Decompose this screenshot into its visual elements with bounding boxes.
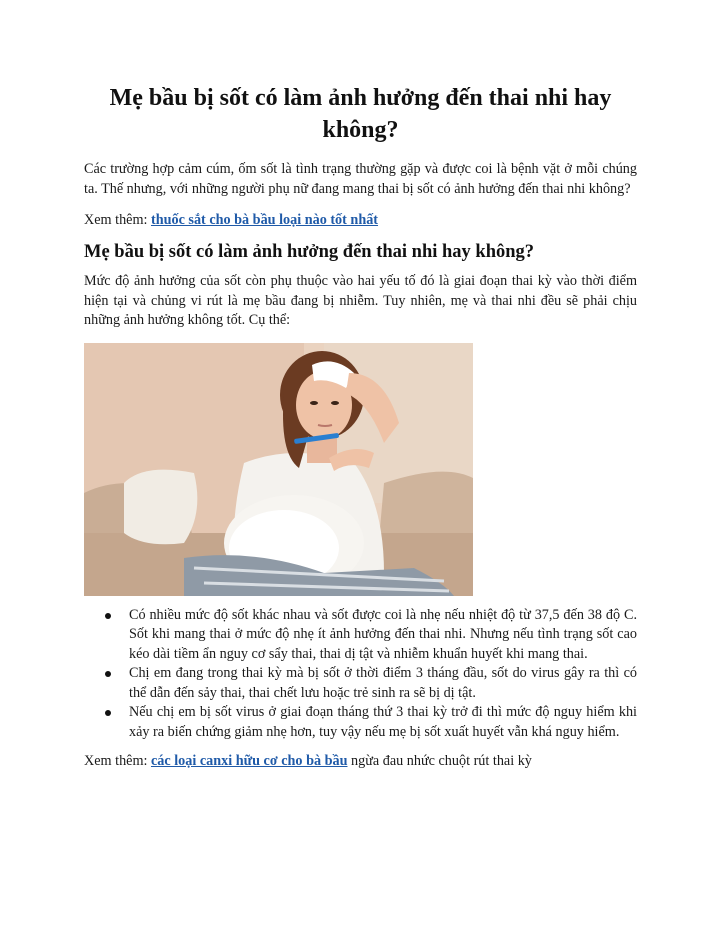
list-item-text: Có nhiều mức độ sốt khác nhau và sốt được coi là nhẹ nếu nhiệt độ từ 37,5 đến 38 độ C. Sốt khi mang thai ở mức độ nhẹ ít ảnh hưởng đến thai nhi. Nhưng nếu tình trạng sốt cao kéo dài tiềm ẩn nguy cơ sẩy thai, thai dị tật và nhiễm khuẩn huyết khi mang thai. xyxy=(129,606,637,662)
calcium-supplement-link[interactable]: các loại canxi hữu cơ cho bà bầu xyxy=(150,753,348,769)
see-more-line-1 xyxy=(84,211,637,230)
bullet-icon xyxy=(105,710,111,716)
section-heading: Mẹ bầu bị sốt có làm ảnh hưởng đến thai nhi hay không? xyxy=(84,242,535,262)
section-paragraph: Mức độ ảnh hưởng của sốt còn phụ thuộc vào hai yếu tố đó là giai đoạn thai kỳ vào thời điểm hiện tại và chủng vi rút là mẹ bầu đang bị nhiễm. Tuy nhiên, mẹ và thai nhi đều sẽ phải chịu những ảnh hưởng không tốt. Cụ thể: xyxy=(84,273,637,328)
bullet-icon xyxy=(105,671,111,677)
effects-list xyxy=(84,606,637,743)
pregnant-woman-fever-photo xyxy=(84,343,473,596)
see-more-prefix: Xem thêm: xyxy=(84,212,151,228)
bullet-icon xyxy=(105,613,111,619)
list-item xyxy=(129,703,637,742)
see-more-line-2 xyxy=(84,752,637,772)
see-more-suffix: ngừa đau nhức chuột rút thai kỳ xyxy=(347,753,532,769)
see-more-prefix: Xem thêm: xyxy=(84,753,151,769)
list-item-text: Nếu chị em bị sốt virus ở giai đoạn tháng thứ 3 thai kỳ trở đi thì mức độ nguy hiểm khi xảy ra biến chứng giảm nhẹ hơn, tuy vậy nếu mẹ bị sốt xuất huyết vẫn khá nguy hiểm. xyxy=(129,704,637,740)
article-title: Mẹ bầu bị sốt có làm ảnh hưởng đến thai nhi hay không? xyxy=(109,85,612,143)
list-item-text: Chị em đang trong thai kỳ mà bị sốt ở thời điểm 3 tháng đầu, sốt do virus gây ra thì có thể dẫn đến sảy thai, thai chết lưu hoặc trẻ sinh ra sẽ bị dị tật. xyxy=(129,665,637,701)
list-item xyxy=(129,664,637,703)
iron-supplement-link[interactable]: thuốc sắt cho bà bầu loại nào tốt nhất xyxy=(150,212,379,228)
list-item xyxy=(129,606,637,665)
intro-paragraph: Các trường hợp cảm cúm, ốm sốt là tình trạng thường gặp và được coi là bệnh vặt ở mỗi chúng ta. Thế nhưng, với những người phụ nữ đang mang thai bị sốt có ảnh hưởng đến thai nhi không? xyxy=(84,161,637,197)
